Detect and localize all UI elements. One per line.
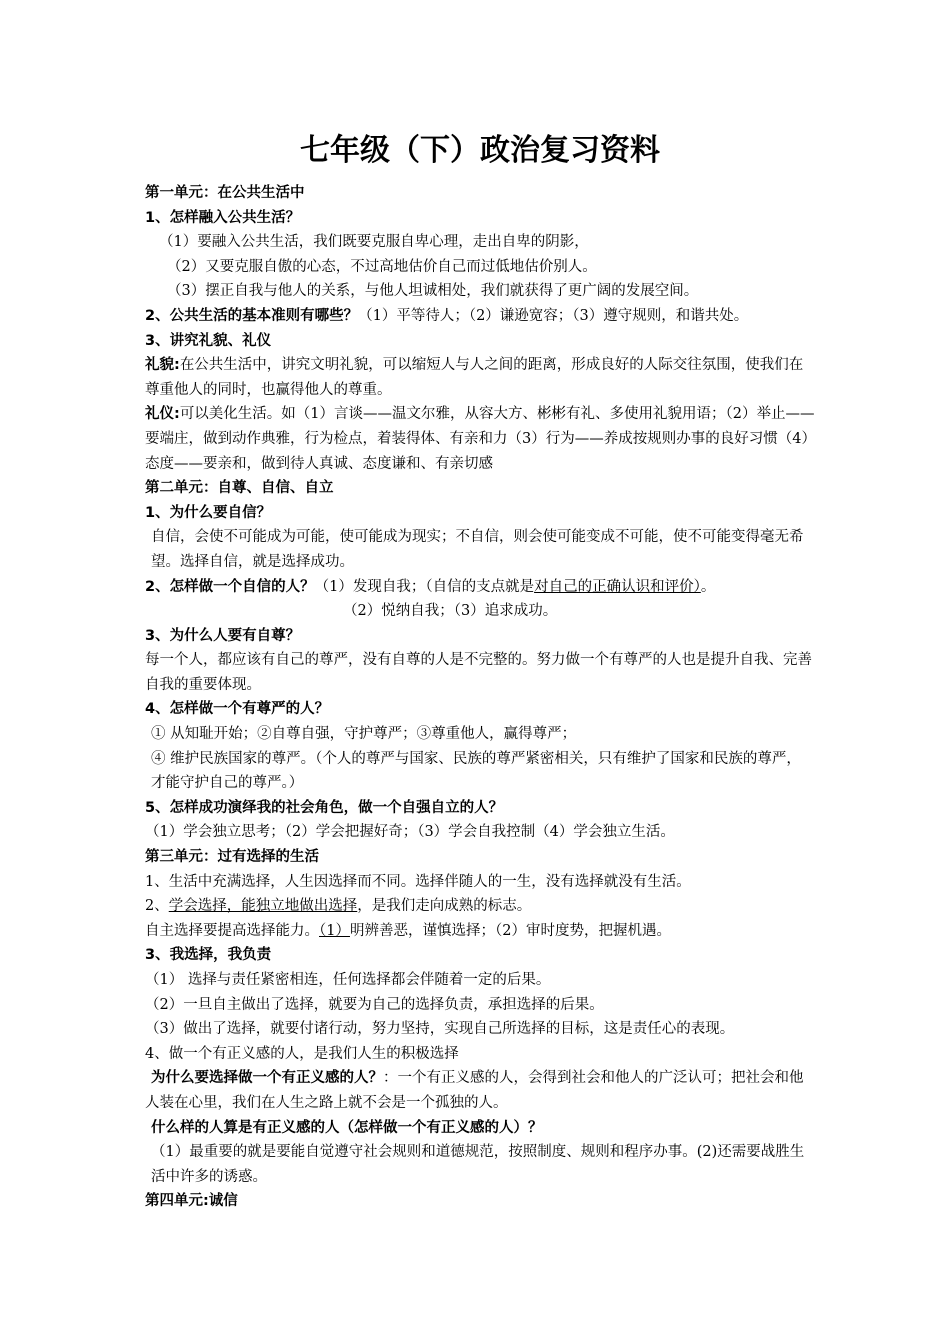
unit3-answer-3-2: （2）一旦自主做出了选择，就要为自己的选择负责，承担选择的后果。 <box>145 996 604 1013</box>
unit1-question-2-label: 2、公共生活的基本准则有哪些？ <box>145 307 359 324</box>
unit2-answer-2-end: 。 <box>700 578 716 595</box>
unit3-paragraph-2-underline: 学会选择，能独立地做出选择 <box>168 898 358 915</box>
unit3-paragraph-2-prefix: 2、 <box>145 898 169 915</box>
unit1-question-1: 1、怎样融入公共生活？ <box>145 209 301 226</box>
unit1-question-3: 3、讲究礼貌、礼仪 <box>145 332 272 349</box>
unit3-why-paragraph <box>145 1066 815 1115</box>
unit1-answer-1-1: （1）要融入公共生活，我们既要克服自卑心理，走出自卑的阴影， <box>159 234 589 251</box>
unit1-answer-1-3: （3）摆正自我与他人的关系，与他人坦诚相处，我们就获得了更广阔的发展空间。 <box>167 283 699 300</box>
unit1-answer-2: （1）平等待人；（2）谦逊宽容；（3）遵守规则，和谐共处。 <box>358 307 749 324</box>
unit3-what-question: 什么样的人算是有正义感的人（怎样做一个有正义感的人）？ <box>151 1119 543 1136</box>
unit3-paragraph-3-rest: 明辨善恶，谨慎选择；（2）审时度势，把握机遇。 <box>349 922 671 939</box>
unit3-answer-3-3: （3）做出了选择，就要付诸行动，努力坚持，实现自己所选择的目标，这是责任心的表现。 <box>145 1021 735 1038</box>
unit2-answer-4-1: ① 从知耻开始；②自尊自强，守护尊严；③尊重他人，赢得尊严； <box>151 726 577 743</box>
etiquette-paragraph <box>145 402 815 476</box>
unit3-paragraph-3-prefix: 自主选择要提高选择能力。 <box>145 922 319 939</box>
unit2-answer-3: 每一个人，都应该有自己的尊严，没有自尊的人是不完整的。努力做一个有尊严的人也是提升自我、完善自我的重要体现。 <box>145 652 812 693</box>
unit2-heading: 第二单元：自尊、自信、自立 <box>145 480 334 497</box>
manners-text: 在公共生活中，讲究文明礼貌，可以缩短人与人之间的距离，形成良好的人际交往氛围，使我们在尊重他人的同时，也赢得他人的尊重。 <box>145 357 804 398</box>
unit3-paragraph-1: 1、生活中充满选择，人生因选择而不同。选择伴随人的一生，没有选择就没有生活。 <box>145 873 691 890</box>
unit1-question-2 <box>145 304 815 329</box>
page-title: 七年级（下）政治复习资料 <box>300 133 660 168</box>
unit2-question-3: 3、为什么人要有自尊？ <box>145 627 301 644</box>
unit3-heading: 第三单元：过有选择的生活 <box>145 849 319 866</box>
unit2-answer-2-line2: （2）悦纳自我；（3）追求成功。 <box>343 603 558 620</box>
unit2-question-1: 1、为什么要自信？ <box>145 504 272 521</box>
unit2-answer-4-2: ④ 维护民族国家的尊严。（个人的尊严与国家、民族的尊严紧密相关，只有维护了国家和民族的尊严，才能守护自己的尊严。） <box>151 750 801 792</box>
unit3-paragraph-3 <box>145 919 815 944</box>
unit3-question-3: 3、我选择，我负责 <box>145 947 272 964</box>
unit3-why-question: 为什么要选择做一个有正义感的人？ <box>151 1070 383 1087</box>
unit2-question-2 <box>145 575 815 600</box>
unit3-paragraph-2 <box>145 894 815 919</box>
unit3-paragraph-4: 4、做一个有正义感的人，是我们人生的积极选择 <box>145 1045 459 1062</box>
manners-paragraph <box>145 353 815 402</box>
unit3-why-answer: ：一个有正义感的人，会得到社会和他人的广泛认可；把社会和他人装在心里，我们在人生之路上就不会是一个孤独的人。 <box>145 1070 804 1111</box>
manners-label: 礼貌: <box>145 357 180 374</box>
unit2-question-4: 4、怎样做一个有尊严的人？ <box>145 701 330 718</box>
unit2-question-2-label: 2、怎样做一个自信的人？ <box>145 578 315 595</box>
unit2-question-5: 5、怎样成功演绎我的社会角色，做一个自强自立的人？ <box>145 799 504 816</box>
unit3-paragraph-3-underline: （1） <box>319 922 350 939</box>
unit3-paragraph-2-rest: ，是我们走向成熟的标志。 <box>357 898 532 915</box>
unit1-answer-1-2: （2）又要克服自傲的心态，不过高地估价自己而过低地估价别人。 <box>167 258 597 275</box>
etiquette-label: 礼仪: <box>145 406 180 423</box>
unit2-answer-2: （1）发现自我；（自信的支点就是 <box>314 578 535 595</box>
unit4-heading: 第四单元:诚信 <box>145 1193 238 1210</box>
unit3-answer-3-1: （1） 选择与责任紧密相连，任何选择都会伴随着一定的后果。 <box>145 972 551 988</box>
document-page <box>145 125 815 1214</box>
unit3-what-answer: （1）最重要的就是要能自觉遵守社会规则和道德规范，按照制度、规则和程序办事。(2)还需要战胜生活中许多的诱惑。 <box>151 1144 805 1185</box>
etiquette-text: 可以美化生活。如（1）言谈——温文尔雅，从容大方、彬彬有礼、多使用礼貌用语；（2）举止——要端庄，做到动作典雅，行为检点，着装得体、有亲和力（3）行为——养成按规则办事的良好习惯（4）态度——要亲和，做到待人真诚、态度谦和、有亲切感 <box>145 406 815 472</box>
unit1-heading: 第一单元：在公共生活中 <box>145 185 305 201</box>
unit2-answer-2-underline: 对自己的正确认识和评价） <box>534 578 701 595</box>
unit2-answer-1: 自信，会使不可能成为可能，使可能成为现实；不自信，则会使可能变成不可能，使不可能变得毫无希望。选择自信，就是选择成功。 <box>151 529 804 570</box>
unit2-answer-5: （1）学会独立思考；（2）学会把握好奇；（3）学会自我控制（4）学会独立生活。 <box>145 824 675 841</box>
